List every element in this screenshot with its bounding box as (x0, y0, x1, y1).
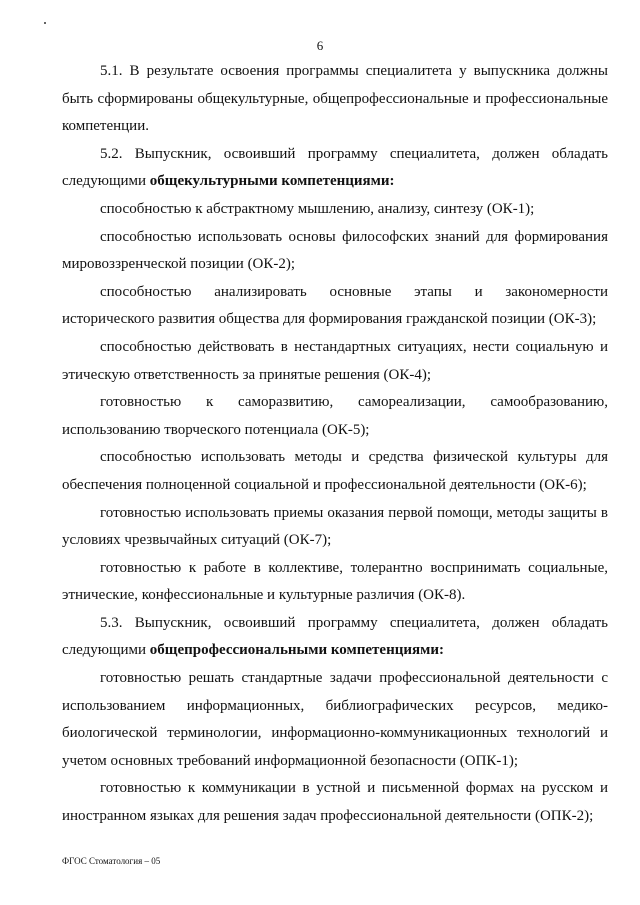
competence-ok-2: способностью использовать основы философских знаний для формирования мировоззренческой позиции (ОК-2); (62, 228, 608, 273)
competence-ok-3: способностью анализировать основные этапы и закономерности исторического развития общества для формирования гражданской позиции (ОК-3); (62, 283, 608, 328)
document-body (62, 58, 608, 831)
competence-ok-7: готовностью использовать приемы оказания первой помощи, методы защиты в условиях чрезвычайных ситуаций (ОК-7); (62, 504, 608, 549)
paragraph-5-3-intro: 5.3. Выпускник, освоивший программу специалитета, должен обладать следующими (62, 614, 608, 659)
competence-ok-1: способностью к абстрактному мышлению, анализу, синтезу (ОК-1); (100, 200, 535, 217)
competence-opk-1: готовностью решать стандартные задачи профессиональной деятельности с использованием информационных, библиографических ресурсов, медико-биологической терминологии, информационно-коммуникационных технологий и учетом основных требований информационной безопасности (ОПК-1); (62, 670, 608, 769)
paragraph-5-2-intro: 5.2. Выпускник, освоивший программу специалитета, должен обладать следующими (62, 145, 608, 190)
competence-ok-6: способностью использовать методы и средства физической культуры для обеспечения полноценной социальной и профессиональной деятельности (ОК-6); (62, 449, 608, 493)
paragraph-5-3 (62, 610, 608, 665)
paragraph-5-2-heading: общекультурными компетенциями: (149, 173, 395, 190)
competence-ok-4: способностью действовать в нестандартных ситуациях, нести социальную и этическую ответственность за принятые решения (ОК-4); (62, 338, 608, 383)
competence-ok-8: готовностью к работе в коллективе, толерантно воспринимать социальные, этнические, конфессиональные и культурные различия (ОК-8). (62, 559, 608, 604)
scan-speck (44, 22, 46, 24)
competence-ok-5: готовностью к саморазвитию, самореализации, самообразованию, использованию творческого потенциала (ОК-5); (62, 394, 608, 438)
page-number: 6 (316, 38, 324, 53)
paragraph-5-3-heading: общепрофессиональными компетенциями: (149, 642, 444, 659)
page-footer: ФГОС Стоматология – 05 (62, 856, 161, 866)
paragraph-5-2 (62, 141, 608, 196)
paragraph-5-1: 5.1. В результате освоения программы специалитета у выпускника должны быть сформированы общекультурные, общепрофессиональные и профессиональные компетенции. (62, 63, 608, 135)
competence-opk-2: готовностью к коммуникации в устной и письменной формах на русском и иностранном языках для решения задач профессиональной деятельности (ОПК-2); (62, 780, 608, 825)
